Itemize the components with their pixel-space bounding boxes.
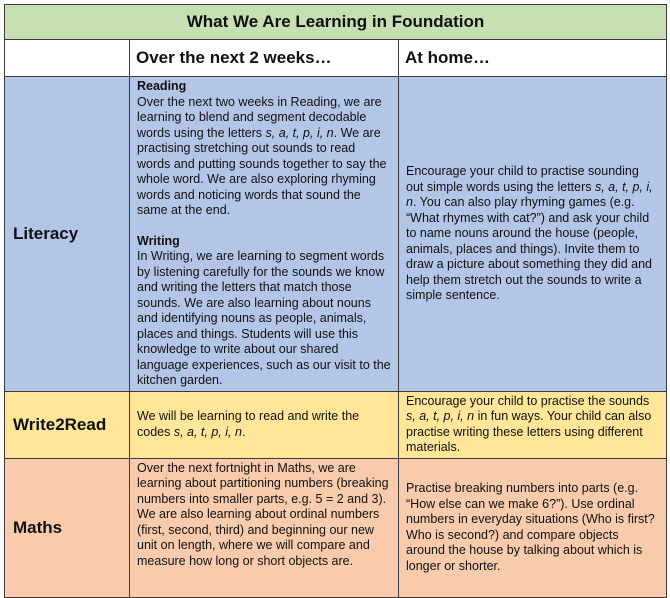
reading-text: Over the next two weeks in Reading, we are learning to blend and segment decodable words using the letters s, a, t, p, i, n. We are practising stretching out sounds to read words and putting sounds together to say the whole word. We are also exploring rhyming words and noticing words that sound the same at the end. — [137, 94, 387, 217]
row-label-literacy: Literacy — [5, 77, 130, 392]
row-label-maths: Maths — [5, 458, 130, 597]
maths-text-1: Over the next fortnight in Maths, we are learning about partitioning numbers (breaking numbers into smaller parts, e.g. 5 = 2 and 3). — [137, 460, 389, 506]
header-next-weeks: Over the next 2 weeks… — [130, 40, 399, 77]
maths-text-2: We are also learning about ordinal numbers (first, second, third) and beginning our new unit on length, where we will compare and measure how long or short objects are. — [137, 507, 380, 568]
reading-heading: Reading — [137, 79, 187, 93]
literacy-at-home: Encourage your child to practise sounding out simple words using the letters s, a, t, p, i, n. You can also play rhyming games (e.g. “What rhymes with cat?”) and ask your child to name nouns around the house (people, animals, places and things). Invite them to draw a picture about something they did and help them stretch out the sounds to write a simple sentence. — [399, 77, 667, 392]
header-blank — [5, 40, 130, 77]
page-title: What We Are Learning in Foundation — [5, 5, 667, 40]
write2read-at-home: Encourage your child to practise the sounds s, a, t, p, i, n in fun ways. Your child can also practise writing these letters using different materials. — [399, 391, 667, 458]
learning-table — [4, 4, 667, 598]
write2read-next-weeks: We will be learning to read and write the codes s, a, t, p, i, n. — [130, 391, 399, 458]
header-at-home: At home… — [399, 40, 667, 77]
writing-heading: Writing — [137, 233, 180, 248]
literacy-next-weeks — [130, 77, 399, 392]
maths-at-home: Practise breaking numbers into parts (e.g. “How else can we make 6?”). Use ordinal numbers in everyday situations (Who is first? Who is second?) and compare objects around the house by talking about which is longer or shorter. — [399, 458, 667, 597]
writing-text: In Writing, we are learning to segment words by listening carefully for the sounds we know and writing the letters that match those sounds. We are also learning about nouns and identifying nouns as people, animals, places and things. Students will use this knowledge to write about our shared language experiences, such as our visit to the kitchen garden. — [137, 249, 391, 387]
row-label-write2read: Write2Read — [5, 391, 130, 458]
maths-next-weeks — [130, 458, 399, 597]
